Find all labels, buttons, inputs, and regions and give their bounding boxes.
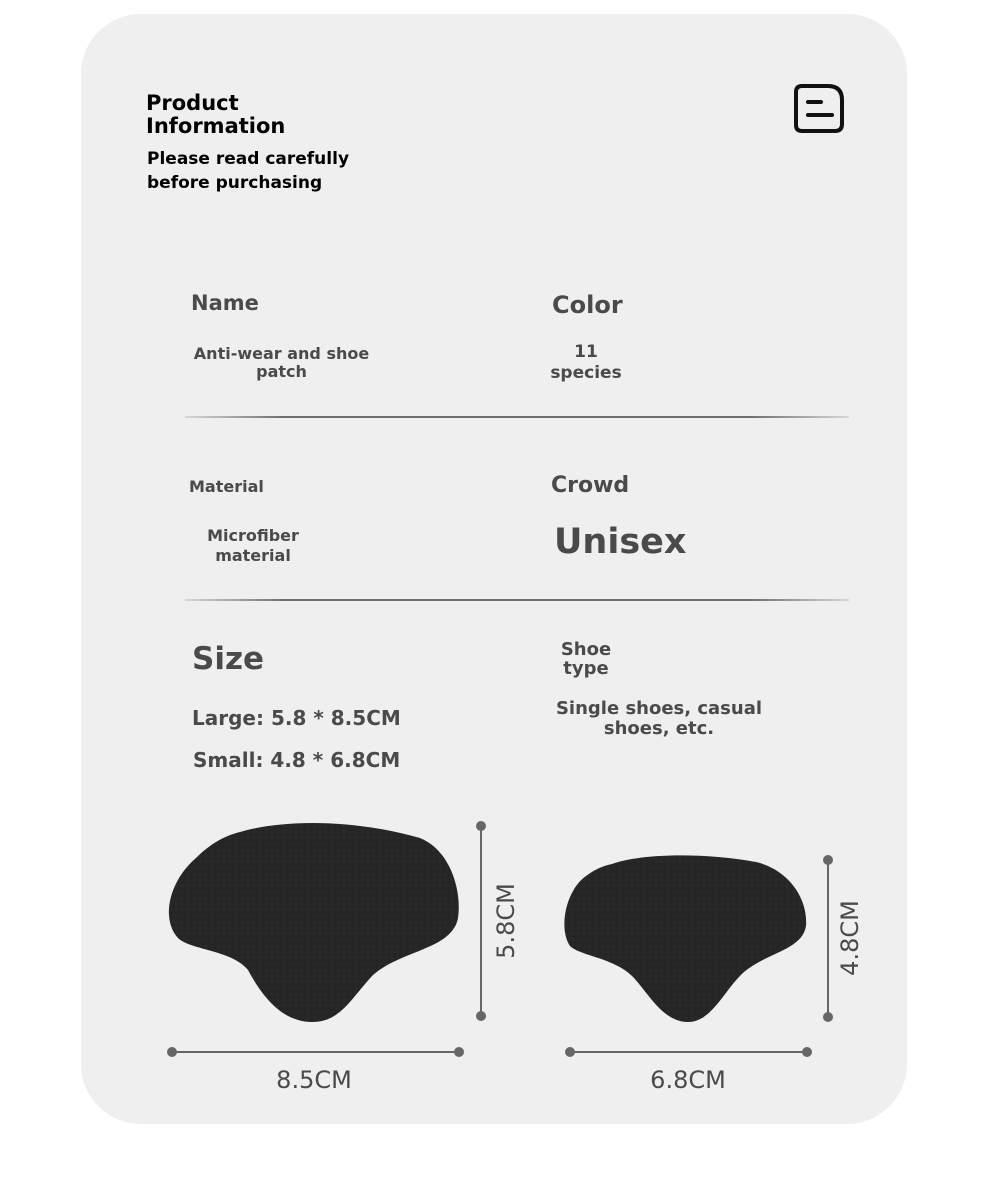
- name-label: Name: [191, 291, 259, 315]
- small-height-label: 4.8CM: [836, 900, 864, 976]
- shoe-type-value: Single shoes, casual shoes, etc.: [555, 698, 763, 739]
- size-large: Large: 5.8 * 8.5CM: [192, 706, 401, 730]
- document-icon: [794, 84, 844, 134]
- shoe-type-label: Shoe type: [560, 639, 612, 679]
- material-value: Microfiber material: [207, 526, 299, 565]
- page-subtitle: Please read carefully before purchasing: [147, 149, 350, 193]
- size-label: Size: [192, 641, 265, 677]
- small-width-label: 6.8CM: [650, 1066, 726, 1094]
- patch-dimensions-illustration: [0, 800, 990, 1120]
- small-patch-image: [564, 855, 806, 1022]
- crowd-value: Unisex: [554, 522, 687, 562]
- size-small: Small: 4.8 * 6.8CM: [193, 748, 401, 772]
- color-label: Color: [552, 291, 623, 319]
- crowd-label: Crowd: [551, 473, 630, 498]
- page-title: Product Information: [146, 91, 286, 138]
- divider: [185, 416, 849, 418]
- large-width-label: 8.5CM: [276, 1066, 352, 1094]
- large-patch-image: [169, 823, 459, 1022]
- name-value: Anti-wear and shoe patch: [193, 344, 370, 381]
- color-value: 11 species: [550, 342, 622, 383]
- material-label: Material: [189, 477, 264, 496]
- large-height-label: 5.8CM: [492, 883, 520, 959]
- divider: [185, 599, 849, 601]
